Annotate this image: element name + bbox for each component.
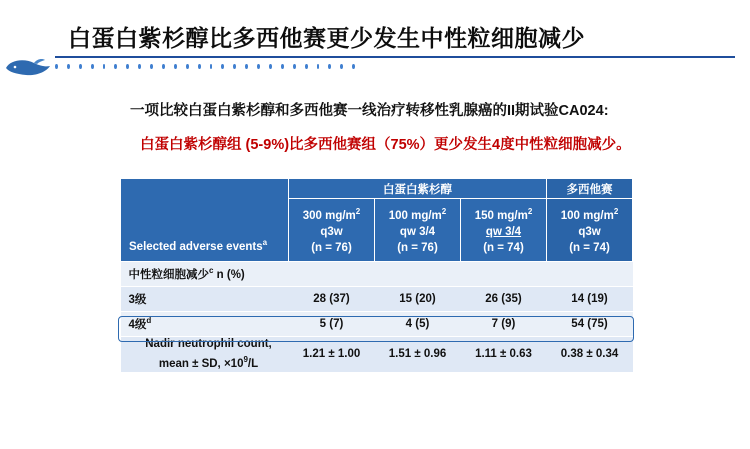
row0-label: 中性粒细胞减少 bbox=[128, 269, 209, 281]
row0-cell-2 bbox=[375, 262, 461, 287]
lead-text: 一项比较白蛋白紫杉醇和多西他赛一线治疗转移性乳腺癌的II期试验CA024: bbox=[130, 103, 609, 119]
row1-cell-2: 15 (20) bbox=[375, 287, 461, 312]
table-row bbox=[121, 287, 633, 312]
row-header-label bbox=[121, 179, 289, 262]
dot-decoration bbox=[55, 62, 355, 70]
col2-sup: 2 bbox=[441, 207, 447, 217]
row2-cell-3: 7 (9) bbox=[461, 312, 547, 337]
column-header-4 bbox=[547, 199, 633, 262]
col1-n: (n = 76) bbox=[311, 241, 352, 254]
highlight-text: 白蛋白紫杉醇组 (5-9%)比多西他赛组（75%）更少发生4度中性粒细胞减少。 bbox=[140, 137, 631, 153]
row-label-nadir bbox=[121, 337, 289, 373]
col4-sup: 2 bbox=[613, 207, 619, 217]
page-title: 白蛋白紫杉醇比多西他赛更少发生中性粒细胞减少 bbox=[68, 25, 585, 51]
column-header-1 bbox=[289, 199, 375, 262]
row0-sup: c bbox=[209, 266, 214, 276]
col3-sup: 2 bbox=[527, 207, 533, 217]
col2-n: (n = 76) bbox=[397, 241, 438, 254]
row3-cell-1: 1.21 ± 1.00 bbox=[289, 337, 375, 373]
row2-cell-1: 5 (7) bbox=[289, 312, 375, 337]
row-header-sup: a bbox=[262, 238, 268, 248]
row3-cell-3: 1.11 ± 0.63 bbox=[461, 337, 547, 373]
row0-cell-3 bbox=[461, 262, 547, 287]
row0-cell-1 bbox=[289, 262, 375, 287]
table-group-header-row bbox=[121, 179, 633, 199]
group-header-doc: 多西他赛 bbox=[547, 179, 633, 199]
group-header-nab: 白蛋白紫杉醇 bbox=[289, 179, 547, 199]
col3-n: (n = 74) bbox=[483, 241, 524, 254]
row3-cell-4: 0.38 ± 0.34 bbox=[547, 337, 633, 373]
table-row bbox=[121, 262, 633, 287]
col1-schedule: q3w bbox=[320, 225, 343, 238]
col1-sup: 2 bbox=[355, 207, 361, 217]
col3-schedule: qw 3/4 bbox=[485, 225, 522, 238]
table-row bbox=[121, 337, 633, 373]
col4-dose: 100 mg/m bbox=[560, 209, 614, 222]
row2-cell-2: 4 (5) bbox=[375, 312, 461, 337]
row1-cell-3: 26 (35) bbox=[461, 287, 547, 312]
table-row bbox=[121, 312, 633, 337]
row1-cell-1: 28 (37) bbox=[289, 287, 375, 312]
row2-label: 4级 bbox=[128, 319, 147, 331]
col1-dose: 300 mg/m bbox=[302, 209, 356, 222]
row-label-grade3: 3级 bbox=[121, 287, 289, 312]
row-label-neutropenia bbox=[121, 262, 289, 287]
row0-tail: n (%) bbox=[213, 269, 245, 281]
row2-sup: d bbox=[146, 316, 152, 326]
row2-cell-4: 54 (75) bbox=[547, 312, 633, 337]
row0-cell-4 bbox=[547, 262, 633, 287]
whale-icon bbox=[4, 54, 52, 80]
row3-label-line2: mean ± SD, ×10 bbox=[158, 357, 244, 370]
row1-cell-4: 14 (19) bbox=[547, 287, 633, 312]
row3-label-line1: Nadir neutrophil count, bbox=[145, 338, 272, 350]
row3-label-sup: 9 bbox=[243, 355, 248, 364]
column-header-2 bbox=[375, 199, 461, 262]
row3-cell-2: 1.51 ± 0.96 bbox=[375, 337, 461, 373]
adverse-events-table bbox=[120, 178, 632, 373]
row3-label-tail: /L bbox=[247, 357, 259, 370]
col4-n: (n = 74) bbox=[569, 241, 610, 254]
col2-dose: 100 mg/m bbox=[388, 209, 442, 222]
col3-dose: 150 mg/m bbox=[474, 209, 528, 222]
row-header-text: Selected adverse events bbox=[129, 241, 263, 253]
row-label-grade4 bbox=[121, 312, 289, 337]
title-divider bbox=[55, 56, 735, 58]
column-header-3 bbox=[461, 199, 547, 262]
col4-schedule: q3w bbox=[578, 225, 601, 238]
col2-schedule: qw 3/4 bbox=[399, 225, 436, 238]
